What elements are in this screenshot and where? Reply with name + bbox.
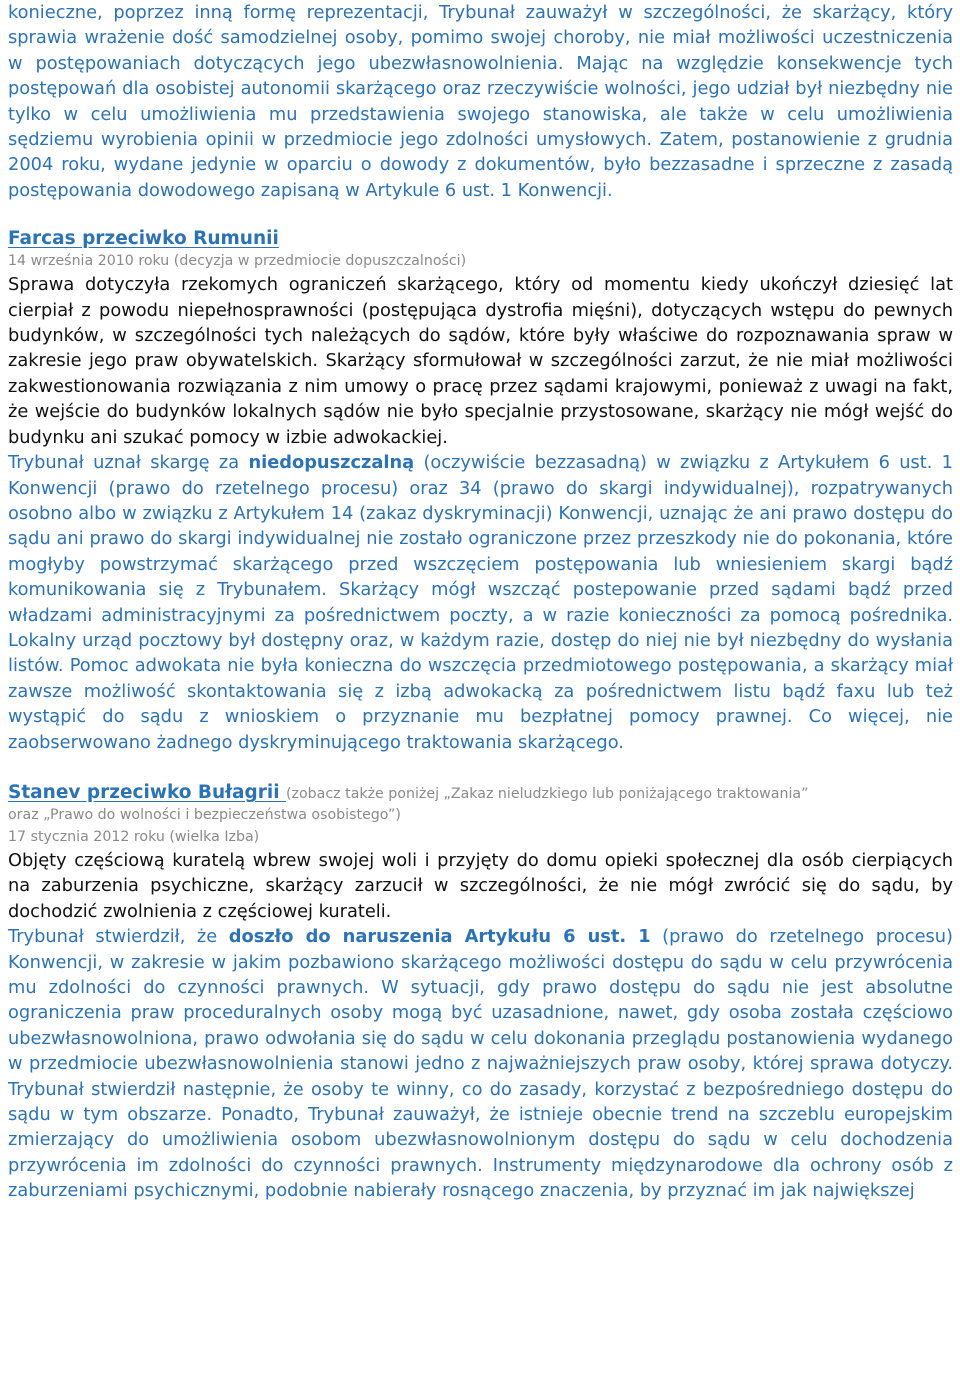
ruling-body: (oczywiście bezzasadną) w związku z Artykułem 6 ust. 1 Konwencji (prawo do rzetelnego procesu) oraz 34 (prawo do skargi indywidualnej), rozpatrywanych osobno albo w związku z Artykułem 14 (zakaz dyskryminacji) Konwencji, uznając że ani prawo dostępu do sądu ani prawo do skargi indywidualnej nie zostało ograniczone przez przeszkody nie do pokonania, które mogłyby powstrzymać skarżącego przed wszczęciem postępowania lub wniesieniem skargi bądź komunikowania się z Trybunałem. Skarżący mógł wszcząć postepowanie przed sądami bądź przed władzami administracyjnymi za pośrednictwem poczty, a w razie konieczności za pomocą pośrednika. Lokalny urząd pocztowy był dostępny oraz, w każdym razie, dostęp do niej nie był niezbędny do wysłania listów. Pomoc adwokata nie była konieczna do wszczęcia przedmiotowego postępowania, a skarżący miał zawsze możliwość skontaktowania się z izbą adwokacką za pośrednictwem listu bądź faxu lub też wystąpić do sądu z wnioskiem o przyznanie mu bezpłatnej pomocy prawnej. Co więcej, nie zaobserwowano żadnego dyskryminującego traktowania skarżącego. bbox=[8, 452, 953, 753]
section-spacer bbox=[8, 203, 953, 228]
section-spacer bbox=[8, 755, 953, 782]
case-ruling bbox=[8, 924, 953, 1203]
ruling-intro: Trybunał stwierdził, że bbox=[8, 926, 229, 948]
see-also-note-continued: oraz „Prawo do wolności i bezpieczeństwa osobistego”) bbox=[8, 806, 401, 823]
ruling-verdict: doszło do naruszenia Artykułu 6 ust. 1 bbox=[228, 926, 651, 948]
case-facts: Sprawa dotyczyła rzekomych ograniczeń skarżącego, który od momentu kiedy ukończył dziesięć lat cierpiał z powodu niepełnosprawności (postępująca dystrofia mięśni), dotyczących wstępu do pewnych budynków, w szczególności tych należących do sądów, które były właściwe do rozpoznawania spraw w zakresie jego praw obywatelskich. Skarżący sformułował w szczególności zarzut, że nie miał możliwości zakwestionowania rozwiązania z nim umowy o pracę przez sądami krajowymi, ponieważ z uwagi na fakt, że wejście do budynków lokalnych sądów nie było specjalnie przystosowane, skarżący nie mógł wejść do budynku ani szukać pomocy w izbie adwokackiej. bbox=[8, 274, 953, 448]
case-ruling bbox=[8, 450, 953, 755]
case-date-note: 17 stycznia 2012 roku (wielka Izba) bbox=[8, 828, 260, 845]
case-farcas bbox=[8, 228, 953, 755]
see-also-note: (zobacz także poniżej „Zakaz nieludzkiego lub poniżającego traktowania” bbox=[286, 785, 809, 802]
case-stanev bbox=[8, 782, 953, 1204]
ruling-intro: Trybunał uznał skargę za bbox=[8, 452, 249, 474]
intro-paragraph: konieczne, poprzez inną formę reprezentacji, Trybunał zauważył w szczególności, że skarżący, który sprawia wrażenie dość samodzielnej osoby, pomimo swojej choroby, nie miał możliwości uczestniczenia w postępowaniach dotyczących jego ubezwłasnowolnienia. Mając na względzie konsekwencje tych postępowań dla osobistej autonomii skarżącego oraz rzeczywiście wolności, jego udział był niezbędny nie tylko w celu umożliwienia mu przedstawienia swojego stanowiska, ale także w celu umożliwienia sędziemu wyrobienia opinii w przedmiocie jego zdolności umysłowych. Zatem, postanowienie z grudnia 2004 roku, wydane jedynie w oparciu o dowody z dokumentów, było bezzasadne i sprzeczne z zasadą postępowania dowodowego zapisaną w Artykule 6 ust. 1 Konwencji. bbox=[8, 2, 953, 201]
ruling-body: (prawo do rzetelnego procesu) Konwencji, w zakresie w jakim pozbawiono skarżącego możliwości dostępu do sądu w celu przywrócenia mu zdolności do czynności prawnych. W sytuacji, gdy prawo dostępu do sądu nie jest absolutne ograniczenia praw proceduralnych osoby mogą być uzasadnione, nawet, gdy osoba została częściowo ubezwłasnowolniona, prawo odwołania się do sądu w celu dokonania przeglądu postanowienia wydanego w przedmiocie ubezwłasnowolnienia stanowi jedno z najważniejszych praw osoby, której sprawa dotyczy. Trybunał stwierdził następnie, że osoby te winny, co do zasady, korzystać z bezpośredniego dostępu do sądu w tym obszarze. Ponadto, Trybunał zauważył, że istnieje obecnie trend na szczeblu europejskim zmierzający do umożliwienia osobom ubezwłasnowolnionym dostępu do sądu w celu dochodzenia przywrócenia im zdolności do czynności prawnych. Instrumenty międzynarodowe dla ochrony osób z zaburzeniami psychicznymi, podobnie nabierały rosnącego znaczenia, by przyznać im jak największej bbox=[8, 926, 953, 1202]
case-date-note: 14 września 2010 roku (decyzja w przedmiocie dopuszczalności) bbox=[8, 253, 467, 270]
ruling-verdict: niedopuszczalną bbox=[248, 452, 415, 474]
case-title-link[interactable]: Stanev przeciwko Bułagrii bbox=[8, 781, 287, 803]
case-facts: Objęty częściową kuratelą wbrew swojej woli i przyjęty do domu opieki społecznej dla osób cierpiących na zaburzenia psychiczne, skarżący zarzucił w szczególności, że nie mógł zwrócić się do sądu, by dochodzić zwolnienia z częściowej kurateli. bbox=[8, 849, 953, 922]
case-title-link[interactable]: Farcas przeciwko Rumunii bbox=[8, 228, 279, 250]
